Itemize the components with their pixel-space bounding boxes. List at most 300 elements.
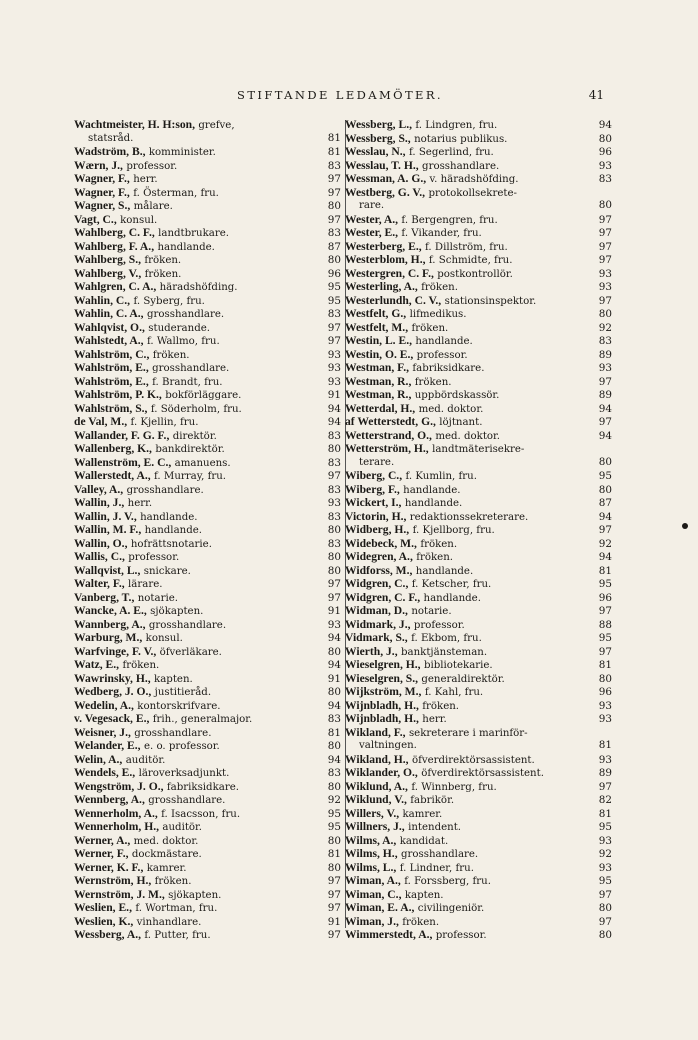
member-description: fröken. <box>416 552 454 563</box>
member-name: af Wetterstedt, G., <box>345 415 436 428</box>
reference-number: 94 <box>598 551 612 563</box>
entry-text <box>345 537 594 552</box>
entry-text <box>74 631 323 646</box>
reference-number: 83 <box>327 483 341 496</box>
member-name: Wernström, H., <box>74 874 152 887</box>
reference-number: 80 <box>327 861 341 874</box>
member-description: frih., generalmajor. <box>152 714 253 725</box>
entry-text <box>345 712 594 727</box>
entry-text <box>74 726 323 741</box>
member-entry <box>74 874 341 888</box>
reference-number: 80 <box>598 455 612 468</box>
reference-number: 95 <box>327 281 341 293</box>
member-description: professor. <box>435 930 487 941</box>
reference-number: 93 <box>598 699 612 712</box>
entry-text <box>345 145 594 160</box>
reference-number: 97 <box>598 605 612 617</box>
member-name: Wilms, A., <box>345 833 397 847</box>
entry-text <box>345 118 594 133</box>
reference-number: 81 <box>598 564 612 577</box>
member-description: fröken. <box>144 268 182 280</box>
reference-number: 88 <box>598 618 612 631</box>
member-entry <box>74 915 341 929</box>
member-name: Wahlström, C., <box>74 347 150 361</box>
member-entry <box>74 807 341 821</box>
reference-number: 92 <box>598 848 612 860</box>
member-description: f. Putter, fru. <box>144 930 211 941</box>
member-description: terare. <box>359 456 395 468</box>
entry-text <box>345 874 594 889</box>
reference-number: 89 <box>598 348 612 361</box>
member-entry <box>345 915 612 929</box>
member-entry <box>345 726 612 740</box>
member-description: hofrättsnotarie. <box>130 538 212 550</box>
member-entry <box>74 618 341 632</box>
reference-number: 97 <box>598 240 612 253</box>
entry-text <box>74 820 323 835</box>
entry-text <box>345 159 594 174</box>
member-entry <box>345 429 612 443</box>
member-name: Wester, E., <box>345 226 399 239</box>
entry-text <box>74 847 323 862</box>
member-description: f. Winnberg, fru. <box>411 781 497 793</box>
member-description: målare. <box>133 201 173 212</box>
reference-number: 94 <box>327 416 341 428</box>
member-name: Wernström, J. M., <box>74 887 165 901</box>
entry-text <box>74 685 323 700</box>
member-name: de Val, M., <box>74 415 128 428</box>
member-name: Westman, R., <box>345 374 412 388</box>
member-description: öfverdirektörsassistent. <box>411 754 535 766</box>
reference-number: 83 <box>327 429 341 442</box>
member-entry <box>345 874 612 888</box>
member-name: Wallerstedt, A., <box>74 469 151 482</box>
member-name: Widman, D., <box>345 604 408 617</box>
reference-number: 89 <box>598 389 612 401</box>
member-description: stationsinspektor. <box>444 295 537 307</box>
member-name: Wallander, F. G. F., <box>74 428 170 442</box>
entry-text <box>74 213 323 228</box>
member-entry <box>74 267 341 281</box>
member-entry <box>74 550 341 564</box>
member-description: kandidat. <box>399 835 449 847</box>
reference-number: 80 <box>327 564 341 577</box>
reference-number: 80 <box>598 308 612 320</box>
member-name: Wallenberg, K., <box>74 442 152 455</box>
entry-text <box>74 186 323 201</box>
reference-number: 97 <box>598 213 612 226</box>
member-name: Widebeck, M., <box>345 536 417 550</box>
member-entry <box>345 483 612 497</box>
reference-number: 81 <box>327 848 341 860</box>
member-description: handlande. <box>140 511 198 523</box>
reference-number: 80 <box>327 254 341 266</box>
reference-number: 97 <box>598 915 612 928</box>
entry-text <box>345 226 594 241</box>
member-entry <box>74 469 341 483</box>
member-name: Weslien, K., <box>74 914 134 928</box>
member-description: banktjänsteman. <box>400 646 488 658</box>
reference-number: 97 <box>327 186 341 199</box>
member-description: fröken. <box>144 255 182 266</box>
member-description: f. Syberg, fru. <box>133 295 205 307</box>
entry-text <box>345 469 594 484</box>
member-entry <box>74 901 341 915</box>
entry-text <box>345 483 594 498</box>
member-name: Wedelin, A., <box>74 698 134 712</box>
reference-number: 91 <box>327 389 341 401</box>
entry-text <box>345 861 594 876</box>
member-description: f. Vikander, fru. <box>401 228 482 239</box>
member-name: Wallin, J., <box>74 496 125 509</box>
member-name: Wesslau, N., <box>345 145 406 158</box>
page-number: 41 <box>588 88 604 102</box>
member-description: dockmästare. <box>131 849 202 860</box>
member-name: Vagt, C., <box>74 212 117 226</box>
reference-number: 95 <box>598 632 612 644</box>
entry-text <box>74 618 323 633</box>
member-entry <box>345 226 612 240</box>
member-entry <box>345 888 612 902</box>
member-name: Welin, A., <box>74 752 123 766</box>
member-description: handlande. <box>415 565 474 577</box>
member-entry <box>74 847 341 861</box>
member-entry <box>74 429 341 443</box>
member-entry <box>74 523 341 537</box>
reference-number: 93 <box>327 375 341 388</box>
member-name: Vidmark, S., <box>345 631 408 644</box>
member-name: Wetterström, H., <box>345 442 429 455</box>
member-entry <box>74 402 341 416</box>
member-description: kamrer. <box>402 808 443 820</box>
reference-number: 81 <box>327 131 341 144</box>
member-description: handlande. <box>404 498 463 509</box>
member-name: Wiman, J., <box>345 914 399 928</box>
entry-text <box>74 915 323 930</box>
reference-number: 80 <box>327 834 341 847</box>
member-name: Wahlström, E., <box>74 361 149 374</box>
reference-number: 80 <box>598 199 612 211</box>
entry-text <box>74 591 323 606</box>
member-description: fröken. <box>154 876 192 887</box>
reference-number: 80 <box>327 686 341 698</box>
member-entry <box>74 739 341 753</box>
member-name: Warfvinge, F. V., <box>74 644 157 658</box>
entry-text <box>345 901 594 916</box>
entry-text <box>74 712 323 727</box>
member-name: Wijkström, M., <box>345 685 422 698</box>
member-description: redaktionssekreterare. <box>409 511 529 523</box>
reference-number: 83 <box>327 308 341 320</box>
entry-text <box>345 928 594 943</box>
member-entry <box>74 145 341 159</box>
entry-text <box>345 361 594 376</box>
entry-text <box>345 294 594 309</box>
entry-text <box>345 807 594 822</box>
reference-number: 93 <box>327 362 341 374</box>
entry-text <box>345 618 594 633</box>
member-entry <box>345 780 612 794</box>
member-entry <box>345 564 612 578</box>
member-name: Widegren, A., <box>345 550 413 563</box>
entry-text <box>74 888 323 903</box>
member-description: lifmedikus. <box>409 309 467 320</box>
member-description: grosshandlare. <box>148 795 226 806</box>
member-entry <box>345 132 612 146</box>
member-entry <box>345 766 612 780</box>
member-description: sekreterare i marinför- <box>408 727 528 739</box>
reference-number: 97 <box>327 875 341 887</box>
member-entry <box>74 780 341 794</box>
member-description: professor. <box>416 349 468 361</box>
entry-text <box>345 915 594 930</box>
entry-continuation <box>345 199 612 213</box>
entry-text <box>74 294 323 309</box>
reference-number: 97 <box>327 888 341 901</box>
member-entry <box>74 645 341 659</box>
member-description: statsråd. <box>88 132 134 144</box>
reference-number: 81 <box>598 739 612 751</box>
member-entry <box>74 591 341 605</box>
member-description: komminister. <box>148 147 216 158</box>
entry-text <box>345 780 594 795</box>
member-name: Widgren, C. F., <box>345 590 421 604</box>
reference-number: 97 <box>598 254 612 266</box>
member-name: Widberg, H., <box>345 523 410 536</box>
entry-text <box>74 429 323 444</box>
member-entry <box>74 483 341 497</box>
member-name: Wengström, J. O., <box>74 779 164 793</box>
entry-text <box>74 321 323 336</box>
member-entry <box>74 159 341 173</box>
member-entry <box>345 280 612 294</box>
member-description: herr. <box>422 714 447 725</box>
entry-text <box>345 280 594 295</box>
member-entry <box>74 793 341 807</box>
member-name: Wagner, S., <box>74 199 131 212</box>
member-name: Widmark, J., <box>345 617 411 631</box>
entry-text <box>345 186 594 201</box>
reference-number: 93 <box>598 267 612 280</box>
member-name: Wessberg, A., <box>74 928 141 941</box>
member-name: Westfelt, G., <box>345 307 407 320</box>
entry-text <box>74 267 323 282</box>
reference-number: 97 <box>598 780 612 793</box>
member-name: Wahlberg, F. A., <box>74 239 155 253</box>
member-description: f. Ekbom, fru. <box>411 633 482 644</box>
member-name: Wilms, H., <box>345 847 398 860</box>
member-name: Wachtmeister, H. H:son, <box>74 118 195 131</box>
member-description: lärare. <box>128 579 163 590</box>
reference-number: 87 <box>327 240 341 253</box>
reference-number: 92 <box>327 794 341 806</box>
reference-number: 80 <box>598 132 612 145</box>
reference-number: 83 <box>327 227 341 239</box>
member-name: Wannberg, A., <box>74 617 146 631</box>
reference-number: 91 <box>327 915 341 928</box>
member-entry <box>345 928 612 942</box>
member-entry <box>345 321 612 335</box>
entry-text <box>74 834 323 849</box>
reference-number: 93 <box>598 159 612 172</box>
member-entry <box>345 186 612 200</box>
member-description: postkontrollör. <box>437 268 513 280</box>
member-name: Wimmerstedt, A., <box>345 928 433 941</box>
member-list <box>74 118 612 942</box>
member-entry <box>345 159 612 173</box>
member-name: Wiman, C., <box>345 887 402 901</box>
reference-number: 97 <box>327 335 341 347</box>
reference-number: 83 <box>327 537 341 550</box>
reference-number: 97 <box>598 375 612 388</box>
entry-text <box>359 199 594 213</box>
reference-number: 93 <box>327 618 341 631</box>
member-description: f. Söderholm, fru. <box>150 403 242 415</box>
member-description: f. Brandt, fru. <box>152 376 223 388</box>
member-name: Westerblom, H., <box>345 253 426 266</box>
member-description: auditör. <box>162 822 203 833</box>
member-name: Wawrinsky, H., <box>74 671 151 685</box>
entry-text <box>74 645 323 660</box>
entry-text <box>74 658 323 673</box>
entry-continuation <box>345 456 612 470</box>
member-entry <box>345 348 612 362</box>
member-name: Wiklund, V., <box>345 793 407 806</box>
reference-number: 94 <box>598 429 612 442</box>
member-name: v. Vegesack, E., <box>74 712 150 725</box>
member-description: konsul. <box>145 633 183 644</box>
entry-text <box>345 348 594 363</box>
member-entry <box>74 321 341 335</box>
entry-text <box>345 510 594 525</box>
member-description: f. Kjellborg, fru. <box>412 525 495 536</box>
member-description: fröken. <box>422 700 460 712</box>
running-title: STIFTANDE LEDAMÖTER. <box>237 88 443 102</box>
member-entry <box>74 280 341 294</box>
member-description: f. Wortman, fru. <box>135 903 218 914</box>
member-entry <box>345 307 612 321</box>
member-description: fröken. <box>152 349 190 361</box>
reference-number: 80 <box>598 483 612 496</box>
entry-text <box>345 766 594 781</box>
member-description: amanuens. <box>174 457 231 469</box>
reference-number: 95 <box>598 470 612 482</box>
member-description: fröken. <box>414 376 452 388</box>
member-name: Wesslau, T. H., <box>345 158 419 172</box>
reference-number: 92 <box>598 537 612 550</box>
member-entry <box>345 510 612 524</box>
entry-text <box>74 469 323 484</box>
member-name: Wickert, I., <box>345 496 402 509</box>
reference-number: 80 <box>327 443 341 455</box>
entry-text <box>345 888 594 903</box>
member-name: Wallis, C., <box>74 550 125 563</box>
reference-number: 97 <box>327 578 341 590</box>
member-name: Warburg, M., <box>74 631 143 644</box>
member-description: sjökapten. <box>150 606 204 617</box>
member-entry <box>74 577 341 591</box>
member-name: Wikland, F., <box>345 725 406 739</box>
member-description: grosshandlare. <box>126 484 204 496</box>
member-name: Valley, A., <box>74 482 124 496</box>
entry-continuation <box>74 132 341 146</box>
entry-text <box>345 321 594 336</box>
entry-text <box>74 901 323 916</box>
member-description: v. häradshöfding. <box>429 174 519 185</box>
member-name: Westman, R., <box>345 388 412 401</box>
reference-number: 93 <box>327 497 341 509</box>
member-name: Wærn, J., <box>74 158 123 172</box>
member-name: Welander, E., <box>74 739 141 752</box>
entry-text <box>74 564 323 579</box>
member-description: landtmäterisekre- <box>432 444 525 455</box>
reference-number: 97 <box>327 929 341 941</box>
entry-text <box>345 793 594 808</box>
member-entry <box>74 199 341 213</box>
member-description: löjtnant. <box>439 417 483 428</box>
member-description: f. Ketscher, fru. <box>411 579 492 590</box>
member-entry <box>345 672 612 686</box>
reference-number: 80 <box>327 740 341 752</box>
entry-text <box>74 307 323 322</box>
member-name: Westfelt, M., <box>345 320 409 334</box>
reference-number: 97 <box>598 524 612 536</box>
member-name: Vanberg, T., <box>74 590 135 604</box>
member-description: fröken. <box>402 916 440 928</box>
member-name: Wahlberg, V., <box>74 266 142 280</box>
member-entry <box>74 672 341 686</box>
reference-number: 97 <box>327 902 341 914</box>
member-entry <box>345 834 612 848</box>
member-description: rare. <box>359 200 385 211</box>
member-description: f. Kahl, fru. <box>424 687 484 698</box>
member-name: Wennberg, A., <box>74 793 145 806</box>
entry-text <box>345 253 594 268</box>
member-entry <box>74 213 341 227</box>
member-entry <box>74 226 341 240</box>
member-entry <box>74 442 341 456</box>
member-description: f. Segerlind, fru. <box>408 147 494 158</box>
entry-text <box>74 334 323 349</box>
entry-text <box>74 199 323 214</box>
entry-text <box>74 442 323 457</box>
member-description: notarie. <box>137 592 178 604</box>
right-column <box>345 118 612 942</box>
entry-text <box>345 726 594 741</box>
member-entry <box>345 213 612 227</box>
margin-mark <box>682 523 688 529</box>
member-entry <box>345 618 612 632</box>
member-entry <box>74 253 341 267</box>
member-description: fabriksidkare. <box>412 363 485 374</box>
member-name: Westberg, G. V., <box>345 185 426 199</box>
entry-text <box>74 793 323 808</box>
member-name: Wedberg, J. O., <box>74 685 152 698</box>
member-name: Wahlstedt, A., <box>74 334 144 347</box>
member-description: bibliotekarie. <box>423 660 493 671</box>
member-description: intendent. <box>408 822 462 833</box>
entry-text <box>345 307 594 322</box>
reference-number: 83 <box>327 767 341 779</box>
member-description: professor. <box>126 160 178 172</box>
reference-number: 81 <box>598 807 612 820</box>
member-description: grosshandlare. <box>134 727 212 739</box>
reference-number: 94 <box>327 632 341 644</box>
entry-text <box>74 375 323 390</box>
member-description: f. Isacsson, fru. <box>161 808 241 820</box>
member-name: Wijnbladh, H., <box>345 698 419 712</box>
reference-number: 80 <box>598 902 612 914</box>
